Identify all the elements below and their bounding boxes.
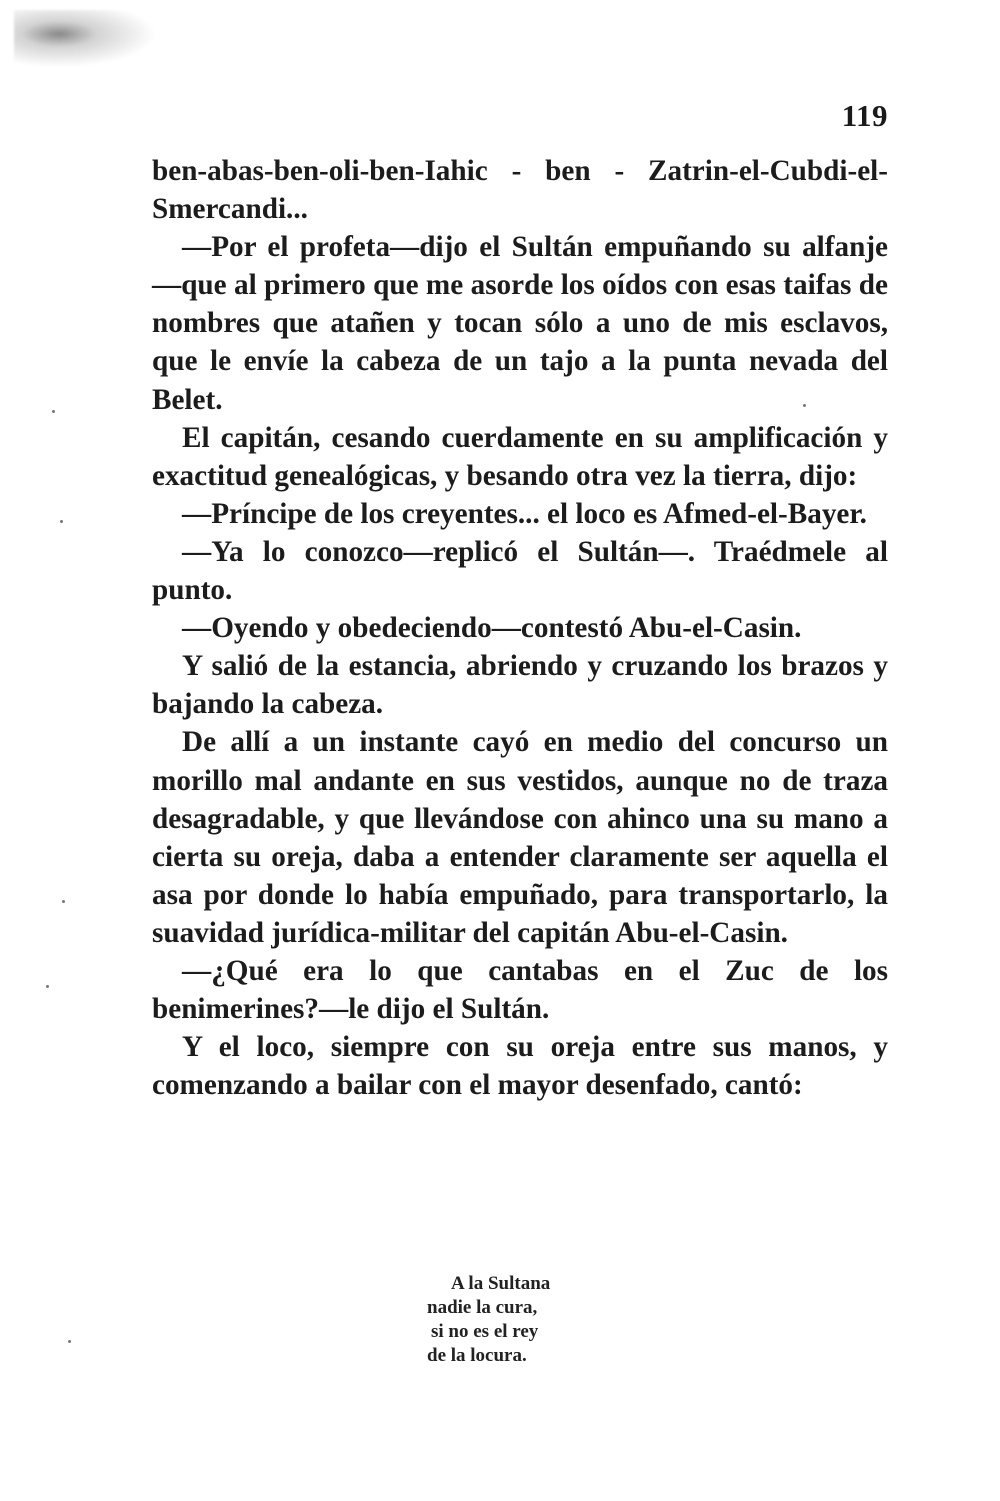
paragraph: Y salió de la estancia, abriendo y cruzando los brazos y bajando la cabeza. xyxy=(152,650,888,721)
scan-speck xyxy=(46,985,49,988)
paragraph: ben-abas-ben-oli-ben-Iahic - ben - Zatrin-el-Cubdi-el-Smercandi... xyxy=(152,155,888,226)
scan-speck xyxy=(803,404,806,407)
scan-speck xyxy=(60,520,63,523)
paragraph: El capitán, cesando cuerdamente en su amplificación y exactitud genealógicas, y besando otra vez la tierra, dijo: xyxy=(152,421,888,492)
paragraph: —Por el profeta—dijo el Sultán empuñando su alfanje—que al primero que me asorde los oídos con esas taifas de nombres que atañen y tocan sólo a uno de mis esclavos, que le envíe la cabeza de un tajo a la punta nevada del Belet. xyxy=(152,231,888,416)
verse xyxy=(427,1272,550,1368)
paragraph: Y el loco, siempre con su oreja entre sus manos, y comenzando a bailar con el mayor desenfado, cantó: xyxy=(152,1031,888,1102)
scan-smudge xyxy=(14,10,164,70)
paragraph: —Oyendo y obedeciendo—contestó Abu-el-Casin. xyxy=(182,612,802,645)
paragraph: De allí a un instante cayó en medio del concurso un morillo mal andante en sus vestidos, aunque no de traza desagradable, y que llevándose con ahinco una su mano a cierta su oreja, daba a entender claramente ser aquella el asa por donde lo había empuñado, para transportarlo, la suavidad jurídica-militar del capitán Abu-el-Casin. xyxy=(152,726,888,949)
verse-line: si no es el rey xyxy=(431,1321,539,1342)
verse-line: nadie la cura, xyxy=(427,1297,538,1318)
paragraph: —Ya lo conozco—replicó el Sultán—. Traédmele al punto. xyxy=(152,535,888,607)
body-text xyxy=(152,152,888,1104)
scan-speck xyxy=(68,1340,71,1343)
scan-speck xyxy=(62,900,65,903)
page-number: 119 xyxy=(841,98,888,133)
verse-line: A la Sultana xyxy=(451,1273,551,1294)
paragraph: —¿Qué era lo que cantabas en el Zuc de los benimerines?—le dijo el Sultán. xyxy=(152,954,888,1026)
paragraph: —Príncipe de los creyentes... el loco es Afmed-el-Bayer. xyxy=(182,497,867,530)
verse-line: de la locura. xyxy=(427,1345,527,1366)
scan-speck xyxy=(52,410,55,413)
